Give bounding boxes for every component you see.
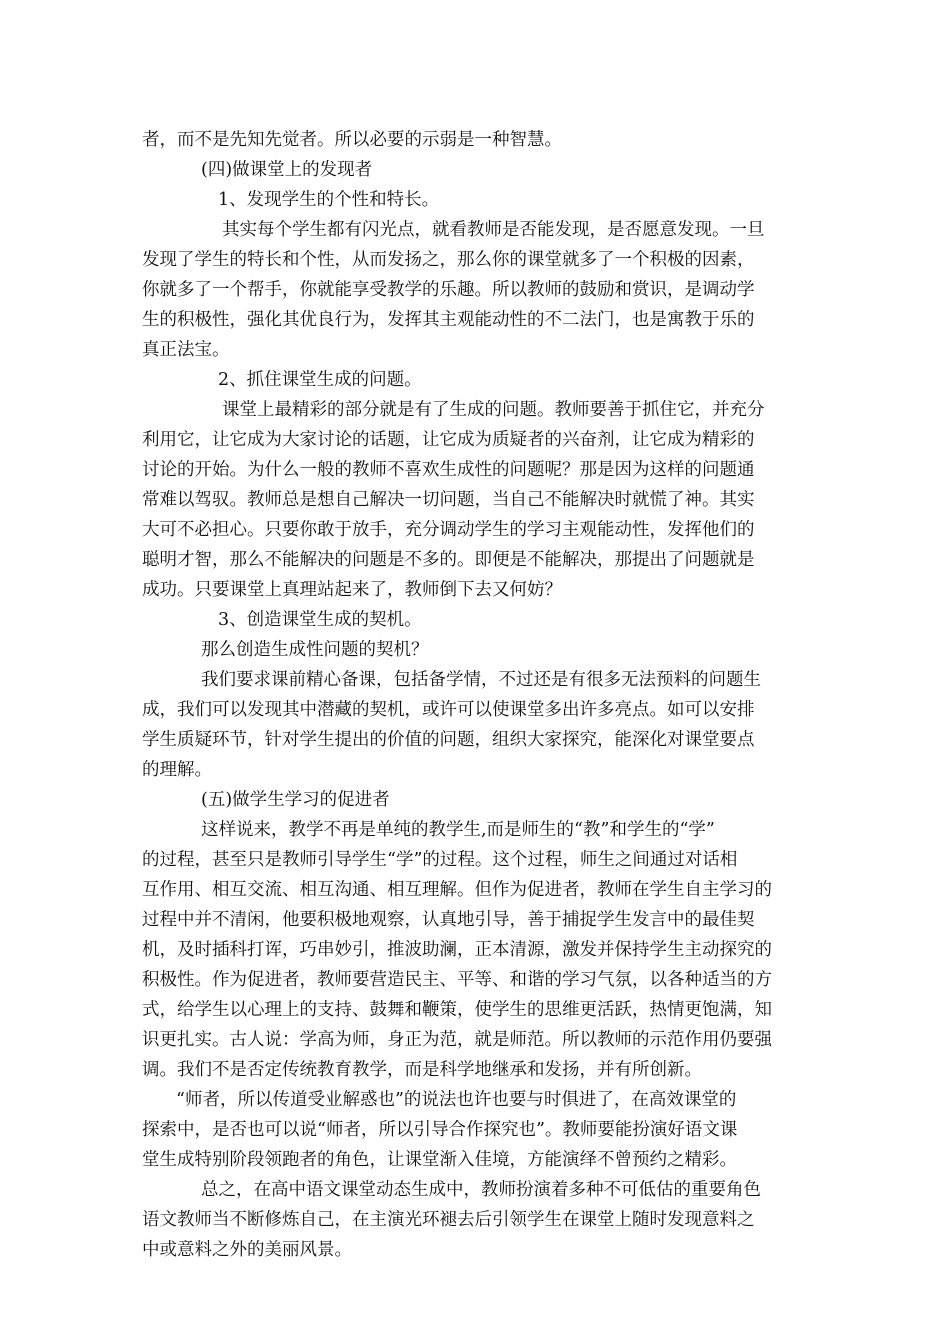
- text-line: 调。我们不是否定传统教育教学，而是科学地继承和发扬，并有所创新。: [142, 1060, 702, 1080]
- section-heading: (四)做课堂上的发现者: [201, 160, 373, 180]
- text-line: 学生质疑环节，针对学生提出的价值的问题，组织大家探究，能深化对课堂要点: [142, 730, 755, 750]
- text-line: 课堂上最精彩的部分就是有了生成的问题。教师要善于抓住它，并充分: [222, 400, 765, 420]
- text-line: 常难以驾驭。教师总是想自己解决一切问题，当自己不能解决时就慌了神。其实: [142, 490, 755, 510]
- text-line: 发现了学生的特长和个性，从而发扬之，那么你的课堂就多了一个积极的因素，: [142, 250, 755, 270]
- text-line: 真正法宝。: [142, 340, 230, 360]
- text-line: 语文教师当不断修炼自己，在主演光环褪去后引领学生在课堂上随时发现意料之: [142, 1210, 755, 1230]
- section-heading: (五)做学生学习的促进者: [201, 790, 390, 810]
- text-line: 成，我们可以发现其中潜藏的契机，或许可以使课堂多出许多亮点。如可以安排: [142, 700, 755, 720]
- text-line: 利用它，让它成为大家讨论的话题，让它成为质疑者的兴奋剂，让它成为精彩的: [142, 430, 755, 450]
- text-line: 探索中，是否也可以说“师者，所以引导合作探究也”。教师要能扮演好语文课: [142, 1120, 738, 1140]
- text-line: 者，而不是先知先觉者。所以必要的示弱是一种智慧。: [142, 130, 562, 150]
- text-line: 我们要求课前精心备课，包括备学情，不过还是有很多无法预料的问题生: [201, 670, 761, 690]
- text-line: 生的积极性，强化其优良行为，发挥其主观能动性的不二法门，也是寓教于乐的: [142, 310, 755, 330]
- text-line: 堂生成特别阶段领跑者的角色，让课堂渐入佳境，方能演绎不曾预约之精彩。: [142, 1150, 737, 1170]
- text-line: 聪明才智，那么不能解决的问题是不多的。即便是不能解决，那提出了问题就是: [142, 550, 755, 570]
- subsection-heading: 1、发现学生的个性和特长。: [218, 190, 440, 210]
- text-line: 讨论的开始。为什么一般的教师不喜欢生成性的问题呢？那是因为这样的问题通: [142, 460, 755, 480]
- subsection-heading: 2、抓住课堂生成的问题。: [218, 370, 422, 390]
- text-line: 成功。只要课堂上真理站起来了，教师倒下去又何妨？: [142, 580, 562, 600]
- text-line: 过程中并不清闲，他要积极地观察，认真地引导，善于捕捉学生发言中的最佳契: [142, 910, 755, 930]
- text-line: 总之，在高中语文课堂动态生成中，教师扮演着多种不可低估的重要角色: [201, 1180, 761, 1200]
- text-line: 那么创造生成性问题的契机？: [201, 640, 429, 660]
- text-line: 大可不必担心。只要你敢于放手，充分调动学生的学习主观能动性，发挥他们的: [142, 520, 755, 540]
- text-line: 机，及时插科打诨，巧串妙引，推波助澜，正本清源，激发并保持学生主动探究的: [142, 940, 772, 960]
- text-line: 你就多了一个帮手，你就能享受教学的乐趣。所以教师的鼓励和赏识，是调动学: [142, 280, 755, 300]
- text-line: 积极性。作为促进者，教师要营造民主、平等、和谐的学习气氛，以各种适当的方: [142, 970, 772, 990]
- text-line: 中或意料之外的美丽风景。: [142, 1240, 352, 1260]
- text-line: 互作用、相互交流、相互沟通、相互理解。但作为促进者，教师在学生自主学习的: [142, 880, 772, 900]
- text-line: 的过程，甚至只是教师引导学生“学”的过程。这个过程，师生之间通过对话相: [142, 850, 738, 870]
- subsection-heading: 3、创造课堂生成的契机。: [218, 610, 422, 630]
- text-line: 识更扎实。古人说：学高为师，身正为范，就是师范。所以教师的示范作用仍要强: [142, 1030, 772, 1050]
- text-line: 的理解。: [142, 760, 212, 780]
- text-line: 其实每个学生都有闪光点，就看教师是否能发现，是否愿意发现。一旦: [222, 220, 765, 240]
- text-line: 这样说来，教学不再是单纯的教学生,而是师生的“教”和学生的“学”: [201, 820, 715, 840]
- text-line: “师者，所以传道受业解惑也”的说法也许也要与时俱进了，在高效课堂的: [176, 1090, 737, 1110]
- text-line: 式，给学生以心理上的支持、鼓舞和鞭策，使学生的思维更活跃，热情更饱满，知: [142, 1000, 772, 1020]
